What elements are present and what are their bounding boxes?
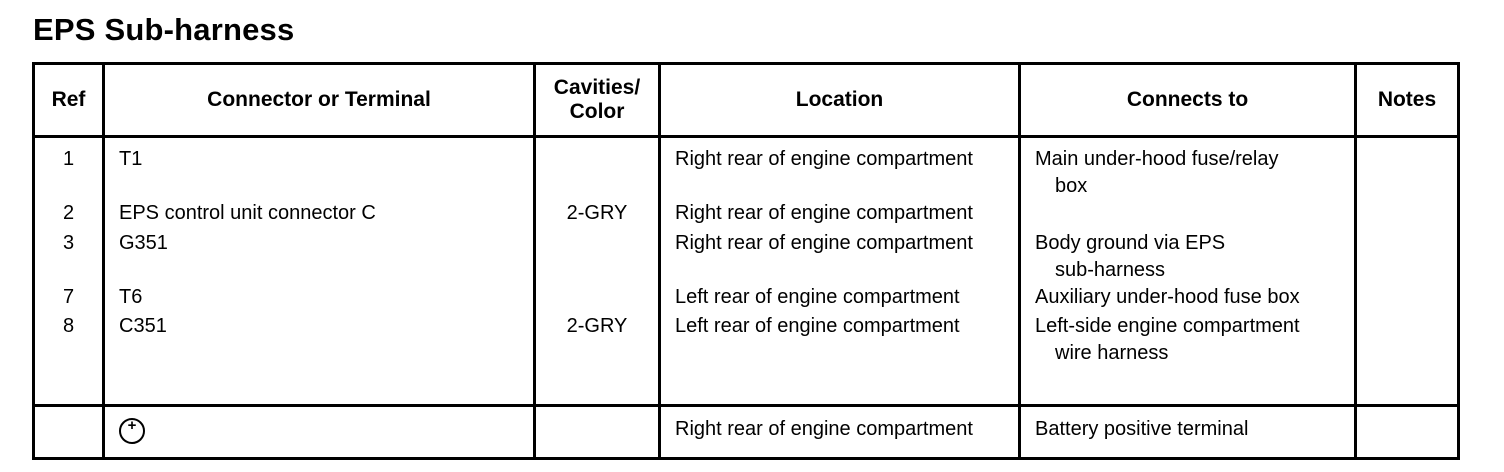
header-connector: Connector or Terminal (104, 64, 535, 137)
location-cell: Right rear of engine compartment (675, 202, 973, 224)
header-notes: Notes (1356, 64, 1459, 137)
location-cell: Left rear of engine compartment (675, 285, 960, 308)
harness-table (32, 62, 1460, 460)
header-cavities-line2: Color (569, 100, 625, 123)
location-cell: Left rear of engine compartment (675, 315, 960, 337)
connects-to-cell: Left-side engine compartment (1035, 315, 1300, 337)
location-column (660, 137, 1020, 406)
notes-column (1356, 137, 1459, 406)
header-cavities-line1: Cavities/ (553, 76, 641, 99)
plus-glyph: + (127, 417, 137, 434)
connector-column (104, 137, 535, 406)
header-ref: Ref (34, 64, 104, 137)
spacer (119, 257, 533, 284)
connects-to-cell-continuation: box (1055, 175, 1088, 197)
cavities-cell (536, 230, 658, 257)
spacer (536, 257, 658, 284)
header-location: Location (660, 64, 1020, 137)
connector-cell: T1 (119, 148, 143, 170)
header-connects-to: Connects to (1020, 64, 1356, 137)
connects-to-column (1020, 137, 1356, 406)
table-header-row (34, 64, 1459, 137)
spacer (675, 257, 1018, 284)
connector-cell: G351 (119, 231, 168, 254)
location-cell: Right rear of engine compartment (675, 231, 973, 254)
cavities-cell (535, 406, 660, 459)
connector-cell: C351 (119, 315, 167, 337)
connects-to-cell-continuation: sub-harness (1055, 258, 1166, 281)
location-cell: Right rear of engine compartment (675, 148, 973, 170)
ref-cell: 2 (62, 202, 75, 224)
connects-to-cell-continuation: wire harness (1055, 342, 1169, 364)
ref-column (34, 137, 104, 406)
spacer (119, 173, 533, 200)
connector-cell (104, 406, 535, 459)
table-row-battery (34, 406, 1459, 459)
cavities-cell: 2-GRY (566, 202, 628, 224)
battery-positive-terminal-icon (119, 418, 145, 444)
cavities-cell (536, 284, 658, 314)
ref-cell: 8 (62, 315, 75, 337)
table-body-row (34, 137, 1459, 406)
spacer (35, 257, 102, 284)
connects-to-cell: Body ground via EPS (1035, 231, 1226, 254)
connects-to-cell (1035, 200, 1354, 230)
notes-cell (1356, 406, 1459, 459)
header-cavities (535, 64, 660, 137)
cavities-cell: 2-GRY (566, 315, 628, 337)
connector-cell: T6 (119, 285, 143, 308)
page-title: EPS Sub-harness (33, 12, 295, 47)
connects-to-cell: Main under-hood fuse/relay (1035, 148, 1279, 170)
ref-cell (34, 406, 104, 459)
cavities-column (535, 137, 660, 406)
connects-to-cell: Battery positive terminal (1020, 406, 1356, 459)
ref-cell: 1 (62, 148, 75, 170)
cavities-cell (536, 146, 658, 173)
location-cell: Right rear of engine compartment (660, 406, 1020, 459)
ref-cell: 7 (62, 285, 75, 308)
ref-cell: 3 (62, 231, 75, 254)
connector-cell: EPS control unit connector C (119, 202, 376, 224)
spacer (536, 173, 658, 200)
spacer (35, 173, 102, 200)
connects-to-cell: Auxiliary under-hood fuse box (1035, 285, 1300, 308)
spacer (675, 173, 1018, 200)
